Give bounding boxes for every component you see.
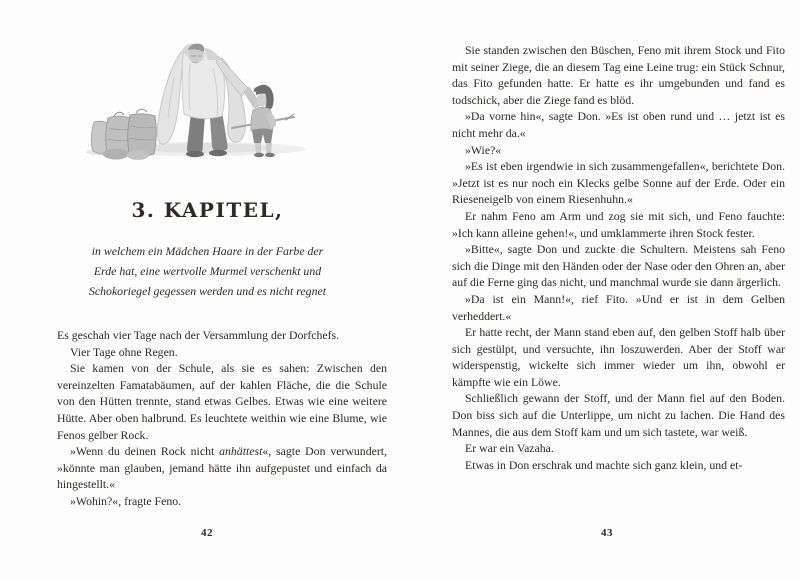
paragraph: Er nahm Feno am Arm und zog sie mit sich, und Feno fauchte: »Ich kann alleine gehen!«, und umklammerte ihren Stock fester. <box>452 208 785 240</box>
right-page-text <box>452 42 785 473</box>
paragraph: »Wie?« <box>465 142 502 157</box>
chapter-subtitle-line: in welchem ein Mädchen Haare in der Farbe der <box>91 244 324 258</box>
chapter-illustration <box>78 8 308 160</box>
paragraph: »Es ist eben irgendwie in sich zusammengefallen«, berichtete Don. »Jetzt ist es nur noch ein Klecks gelbe Sonne auf der Erde. Oder ein Rieseneigelb von einem Riesenhuhn.« <box>452 159 785 207</box>
paragraph: »Wenn du deinen Rock nicht anhättest«, sagte Don verwundert, »könnte man glauben, jemand hätte ihn aufgepustet und einfach da hingestellt.« <box>57 444 387 492</box>
paragraph: Sie kamen von der Schule, als sie es sahen: Zwischen den vereinzelten Famatabäumen, auf der kahlen Fläche, die die Schule von den Hütten trennte, stand etwas Gelbes. Etwas wie eine weitere Hütte. Aber oben halbrund. Es leuchtete weithin wie eine Blume, wie Fenos gelber Rock. <box>57 361 387 442</box>
left-page-number: 42 <box>201 527 213 539</box>
paragraph: »Da vorne hin«, sagte Don. »Es ist oben rund und … jetzt ist es nicht mehr da.« <box>452 109 785 140</box>
paragraph: Es geschah vier Tage nach der Versammlung der Dorfchefs. <box>57 328 340 342</box>
paragraph: Etwas in Don erschrak und machte sich ganz klein, und et- <box>465 457 743 472</box>
paragraph: Er hatte recht, der Mann stand eben auf, den gelben Stoff halb über sich gestülpt, und versuchte, ihn loszuwerden. Aber der Stoff war widerspenstig, wickelte sich immer wieder um ihn, obwohl er kämpfte wie ein Löwe. <box>452 325 785 389</box>
paragraph: »Bitte«, sagte Don und zuckte die Schultern. Meistens sah Feno sich die Dinge mit den Händen oder der Nase oder den Ohren an, aber auf die Ferne ging das nicht, und manchmal wurde sie dann ärgerlich. <box>452 242 785 290</box>
right-page-number: 43 <box>601 527 613 539</box>
chapter-subtitle-line: Schokoriegel gegessen werden und es nicht regnet <box>89 284 326 298</box>
chapter-subtitle <box>45 241 370 301</box>
paragraph: Schließlich gewann der Stoff, und der Mann fiel auf den Boden. Don biss sich auf die Unterlippe, um nicht zu lachen. Die Hand des Mannes, die aus dem Stoff kam und um sich tastete, war weiß. <box>452 391 785 439</box>
paragraph: Er war ein Vazaha. <box>465 441 554 456</box>
paragraph: »Da ist ein Mann!«, rief Fito. »Und er ist in dem Gelben verheddert.« <box>452 291 785 323</box>
paragraph: »Wohin?«, fragte Feno. <box>70 493 182 508</box>
paragraph: Sie standen zwischen den Büschen, Feno mit ihrem Stock und Fito mit seiner Ziege, die an diesem Tag eine Leine trug: ein Stück Schnur, das Fito gefunden hatte. Er hatte es ihr umgebunden und fand es todschick, aber die Ziege fand es blöd. <box>452 43 785 107</box>
chapter-subtitle-line: Erde hat, eine wertvolle Murmel verschenkt und <box>93 264 322 278</box>
paragraph: Vier Tage ohne Regen. <box>70 344 178 359</box>
luggage-bags-drawing <box>91 109 156 160</box>
chapter-heading: 3. KAPITEL, <box>131 198 284 222</box>
left-page-text <box>57 327 387 510</box>
man-head-drawing <box>188 44 204 63</box>
